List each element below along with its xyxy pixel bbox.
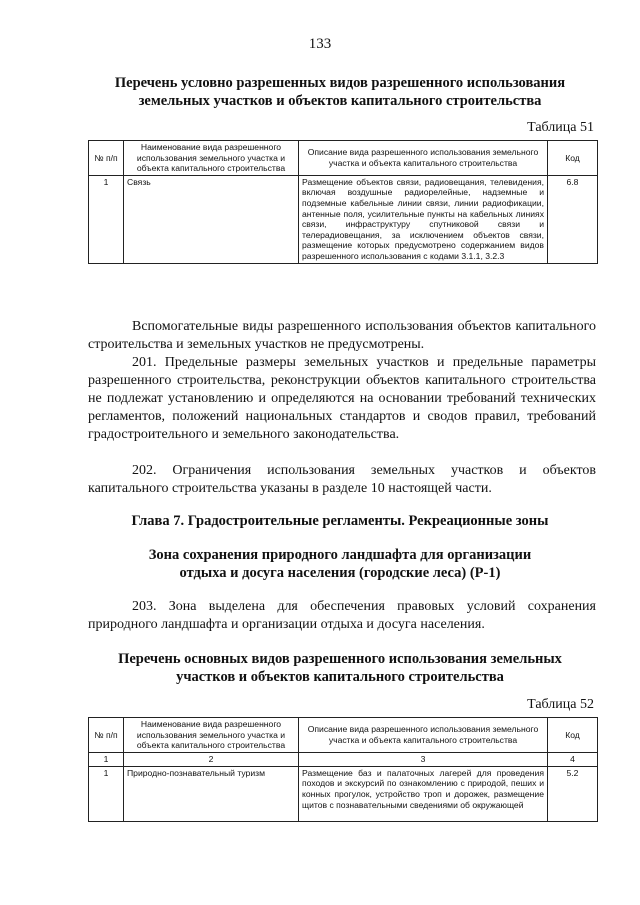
table51-cell-name: Связь	[124, 175, 299, 263]
table-52	[88, 717, 598, 822]
section2-title-line2: участков и объектов капитального строительства	[176, 669, 504, 685]
table51-label: Таблица 51	[527, 120, 594, 135]
table52-cell-num: 1	[89, 766, 124, 821]
page-number: 133	[308, 36, 332, 52]
table52-cell-name: Природно-познавательный туризм	[124, 766, 299, 821]
table52-column-number-row	[89, 752, 598, 766]
table52-header-num: № п/п	[89, 718, 124, 753]
table52-colnum-2: 2	[124, 752, 299, 766]
table52-colnum-3: 3	[299, 752, 548, 766]
section2-title-line1: Перечень основных видов разрешенного использования земельных	[118, 651, 562, 667]
table52-colnum-4: 4	[548, 752, 598, 766]
table52-cell-code: 5.2	[548, 766, 598, 821]
table-row	[89, 175, 598, 263]
zone-title-line2: отдыха и досуга населения (городские леса) (Р-1)	[179, 565, 501, 581]
section1-title	[80, 74, 600, 110]
paragraph-201: 201. Предельные размеры земельных участков и предельные параметры разрешенного строительства, реконструкции объектов капитального строительства не подлежат установлению и определяются на основании требований технических регламентов, положений национальных стандартов и сводов правил, требований градостроительного и земельного законодательства.	[88, 355, 596, 442]
table52-header-name: Наименование вида разрешенного использования земельного участка и объекта капитального строительства	[124, 718, 299, 753]
table52-colnum-1: 1	[89, 752, 124, 766]
table52-cell-desc	[299, 766, 548, 821]
table-row	[89, 766, 598, 821]
paragraph-203: 203. Зона выделена для обеспечения правовых условий сохранения природного ландшафта и организации отдыха и досуга населения.	[88, 599, 596, 632]
table51-cell-num: 1	[89, 175, 124, 263]
table51-header-num: № п/п	[89, 141, 124, 176]
section1-title-line1: Перечень условно разрешенных видов разрешенного использования	[114, 75, 566, 91]
table52-header-row	[89, 718, 598, 753]
table51-header-name: Наименование вида разрешенного использования земельного участка и объекта капитального строительства	[124, 141, 299, 176]
table52-header-code: Код	[548, 718, 598, 753]
table51-cell-desc: Размещение объектов связи, радиовещания, телевидения, включая воздушные радиорелейные, надземные и подземные кабельные линии связи, линии радиофикации, антенные поля, усилительные пункты на кабельных линиях связи, инфраструктуру спутниковой связи и телерадиовещания, за исключением объектов связи, размещение которых предусмотрено содержанием видов разрешенного использования с кодами 3.1.1, 3.2.3	[299, 175, 548, 263]
table52-label: Таблица 52	[527, 697, 594, 712]
table51-header-row	[89, 141, 598, 176]
zone-title-line1: Зона сохранения природного ландшафта для организации	[148, 547, 532, 563]
table51-cell-code: 6.8	[548, 175, 598, 263]
paragraph-auxiliary: Вспомогательные виды разрешенного использования объектов капитального строительства и земельных участков не предусмотрены.	[88, 319, 596, 352]
table-51	[88, 140, 598, 264]
table51-header-code: Код	[548, 141, 598, 176]
table52-header-desc: Описание вида разрешенного использования земельного участка и объекта капитального строительства	[299, 718, 548, 753]
zone-title	[80, 546, 600, 582]
section2-title	[80, 650, 600, 686]
paragraph-202: 202. Ограничения использования земельных участков и объектов капитального строительства указаны в разделе 10 настоящей части.	[88, 463, 596, 496]
section1-title-line2: земельных участков и объектов капитального строительства	[138, 93, 542, 109]
table51-header-desc: Описание вида разрешенного использования земельного участка и объекта капитального строительства	[299, 141, 548, 176]
chapter-title: Глава 7. Градостроительные регламенты. Рекреационные зоны	[131, 513, 549, 529]
table52-cell-desc-text: Размещение баз и палаточных лагерей для проведения походов и экскурсий по ознакомлению с природой, пеших и конных прогулок, устройство троп и дорожек, размещение щитов с познавательными сведениями об окружающей	[302, 767, 544, 810]
